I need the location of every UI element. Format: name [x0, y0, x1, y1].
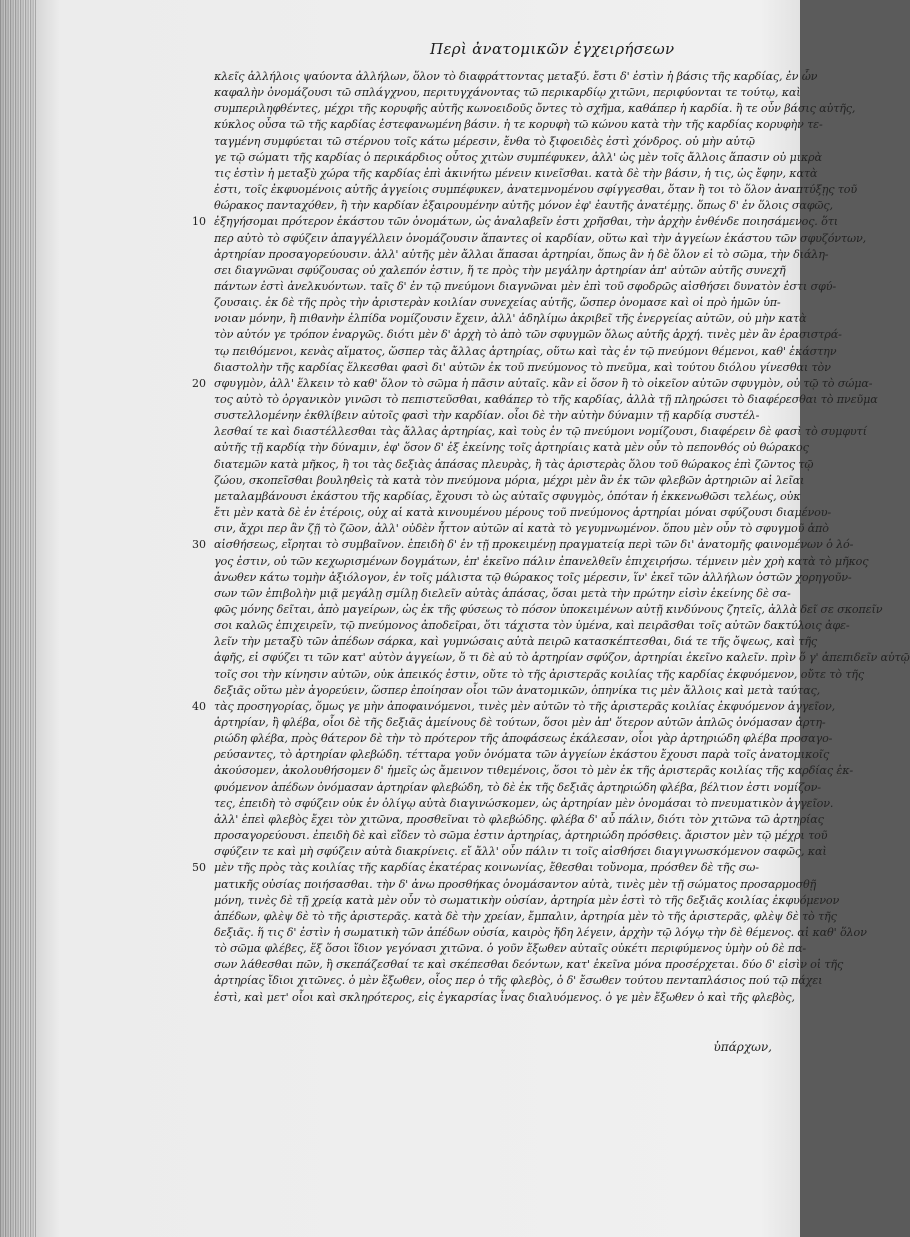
text-line: ἀρτηρίαν, ἢ φλέβα, οἷοι δὲ τῆς δεξιᾶς ἀμείνους δὲ τούτων, ὅσοι μὲν ἀπ' ὅτερον αὐτῶν ἁπλῶς ὀνόμασαν ἀρτη- — [214, 716, 826, 729]
text-line: ἁφῆς, εἰ σφύζει τι τῶν κατ' αὐτὸν ἀγγείων, ὅ τι δὲ αὐ τὸ ἀρτηρίαν σφύζον, ἀρτηρίαι ἐκεῖνο καλεῖν. πρὶν ὅ γ' ἀπεπιδεῖν αὐτῷ — [214, 651, 910, 665]
text-line: τὸ σῶμα φλέβες, ἕξ ὅσοι ἴδιον γεγόνασι χιτῶνα. ὁ γοῦν ἔξωθεν αὐταῖς οὐκέτι περιφύμενος ὑμὴν οὐ δὲ πα- — [214, 942, 806, 956]
text-line: ρεύσαντες, τὸ ἀρτηρίαν φλεβώδη. τέτταρα γοῦν ὀνόματα τῶν ἀγγείων ἑκάστου ἔχουσι παρὰ τοῖς ἀνατομικοῖς — [214, 748, 830, 762]
text-line: θώρακος πανταχόθεν, ἢ τὴν καρδίαν ἐξαιρουμένην αὐτῆς μόνον ἐφ' ἑαυτῆς ἀνατέμῃς. ὅπως δ' ἐν ὅλοις σαφῶς, — [214, 199, 833, 213]
text-line: ἐξηγήσομαι πρότερον ἑκάστου τῶν ὀνομάτων, ὡς ἀναλαβεῖν ἐστι χρῆσθαι, τὴν ἀρχὴν ἐνθένδε ποιησάμενος. ὅτι — [214, 215, 838, 229]
text-line: περ αὐτὸ τὸ σφύζειν ἀπαγγέλλειν ὀνομάζουσιν ἅπαντες οἱ καρδίαν, οὕτω καὶ τὴν ἀγγείων ἑκάστου τῶν σφυζόντων, — [214, 231, 867, 245]
text-line: λεσθαί τε καὶ διαστέλλεσθαι τὰς ἄλλας ἀρτηρίας, καὶ τοὺς ἐν τῷ πνεύμονι νομίζουσι, διαφέρειν δὲ φασὶ τὸ συμφυτί — [214, 425, 867, 439]
running-head: Περὶ ἀνατομικῶν ἐγχειρήσεων — [430, 40, 675, 58]
text-line: φῶς μόνης δεῖται, ἀπὸ μαγείρων, ὡς ἐκ τῆς φύσεως τὸ πόσον ὑποκειμένων αὐτῇ κινδύνους ζητεῖς, ἀλλὰ δεῖ σε σκοπεῖν — [214, 602, 883, 616]
text-line: αἰσθήσεως, εἴρηται τὸ συμβαῖνον. ἐπειδὴ δ' ἐν τῇ προκειμένῃ πραγματείᾳ περὶ τῶν δι' ἀνατομῆς φαινομένων ὁ λό- — [214, 538, 854, 552]
text-line: ριώδη φλέβα, πρὸς θάτερον δὲ τὴν τὸ πρότερον τῆς ἀποφάσεως ἐκάλεσαν, οἷοι γὰρ ἀρτηριώδη φλέβα προσαγο- — [214, 732, 833, 746]
text-line: ἀρτηρίαν προσαγορεύουσιν. ἀλλ' αὐτῆς μὲν ἄλλαι ἅπασαι ἀρτηρίαι, ὅπως ἂν ἡ δὲ ὅλον εἰ τὸ σῶμα, τὴν διάλη- — [214, 247, 829, 261]
text-line: ἐστι, τοῖς ἐκφυομένοις αὐτῆς ἀγγείοις συμπέφυκεν, ἀνατεμνομένου σφίγγεσθαι, ὅταν ἢ τοι τὸ ὅλον ἀναπτύξῃς τοῦ — [214, 183, 858, 197]
text-line: σων τῶν ἐπιβολὴν μιᾷ μεγάλῃ σμίλῃ διελεῖν αὐτὰς ἁπάσας, ὅσαι μετὰ τὴν πρώτην εἰσὶν ἐκείνης δὲ σα- — [214, 586, 791, 600]
text-line: αὐτῆς τῇ καρδίᾳ τὴν δύναμιν, ἐφ' ὅσον δ' ἐξ ἐκείνης τοῖς ἀρτηρίαις κατὰ μὲν οὖν τὸ πεπονθός οὐ θώρακος — [214, 441, 809, 455]
text-line: κλεῖς ἀλλήλοις ψαύοντα ἀλλήλων, ὅλον τὸ διαφράττοντας μεταξύ. ἔστι δ' ἐστὶν ἡ βάσις τῆς καρδίας, ἐν ὧν — [214, 70, 818, 83]
text-line: ταγμένη συμφύεται τῶ στέρνου τοῖς κάτω μέρεσιν, ἔνθα τὸ ξιφοειδὲς ἐστὶ χόνδρος. οὐ μὴν αὐτῷ — [214, 134, 755, 148]
text-line: σει διαγνῶναι σφύζουσας οὐ χαλεπόν ἐστιν, ἥ τε πρὸς τὴν μεγάλην ἀρτηρίαν ἀπ' αὐτῶν αὐτῆς συνεχῆ — [214, 263, 786, 277]
text-line: σφύζειν τε καὶ μὴ σφύζειν αὐτὰ διακρίνεις. εἴ ἄλλ' οὖν πάλιν τι τοῖς αἰσθήσει διαγιγνωσκόμενον σαφῶς, καὶ — [214, 845, 827, 859]
text-line: σοι καλῶς ἐπιχειρεῖν, τῷ πνεύμονος ἀποδεῖραι, ὅτι τάχιστα τὸν ὑμένα, καὶ πειρᾶσθαι τοῖς αὐτῶν δακτύλοις ἀφε- — [214, 619, 850, 633]
text-line: σφυγμὸν, ἀλλ' ἕλκειν τὸ καθ' ὅλον τὸ σῶμα ἡ πᾶσιν αὐταῖς. κἂν εἰ ὅσον ἢ τὸ οἰκεῖον αὐτῶν σφυγμὸν, οὐ τῷ τὸ σώμα- — [214, 376, 873, 390]
text-line: δεξιᾶς. ἥ τις δ' ἐστὶν ἡ σωματικὴ τῶν ἀπέδων οὐσία, καιρὸς ἤδη λέγειν, ἀρχὴν τῷ λόγῳ τὴν δὲ θέμενος. αἱ καθ' ὅλον — [214, 925, 867, 939]
text-line: μεταλαμβάνουσι ἑκάστου τῆς καρδίας, ἔχουσι τὸ ὡς αὐταῖς σφυγμὸς, ὁπόταν ἡ ἐκκενωθῶσι τελέως, οὐκ — [214, 489, 801, 503]
text-line: καφαλὴν ὀνομάζουσι τῶ σπλάγχνου, περιτυγχάνοντας τῶ περικαρδίῳ χιτῶνι, περιφύονται τε τούτῳ, καὶ — [214, 86, 801, 100]
line-number: 10 — [192, 215, 206, 229]
text-line: τες, ἐπειδὴ τὸ σφύζειν οὐκ ἐν ὀλίγῳ αὐτὰ διαγινώσκομεν, ὡς ἀρτηρίαν μὲν ὀνομάσαι τὸ πνευματικὸν ἀγγεῖον. — [214, 796, 834, 810]
line-number: 40 — [192, 699, 206, 713]
text-line: σιν, ἄχρι περ ἂν ζῇ τὸ ζῶον, ἀλλ' οὐδὲν ἧττον αὐτῶν αἱ κατὰ τὸ γεγυμνωμένον. ὅπου μὲν οὖν τὸ σφυγμοῦ ἀπὸ — [214, 522, 829, 536]
text-line: ματικῆς οὐσίας ποιήσασθαι. τὴν δ' ἀνω προσθήκας ὀνομάσαντον αὐτὰ, τινὲς μὲν τῇ σώματος προσαρμοσθῇ — [214, 877, 817, 891]
text-line: γε τῷ σώματι τῆς καρδίας ὁ περικάρδιος οὗτος χιτὼν συμπέφυκεν, ἀλλ' ὡς μὲν τοῖς ἄλλοις ἅπασιν οὐ μικρὰ — [214, 150, 822, 164]
text-line: ζουσαις. ἐκ δὲ τῆς πρὸς τὴν ἀριστερὰν κοιλίαν συνεχείας αὐτῆς, ὥσπερ ὀνομασε καὶ οἱ πρὸ ἡμῶν ὑπ- — [214, 296, 781, 310]
line-number: 30 — [192, 538, 206, 552]
text-line: διαστολὴν τῆς καρδίας ἕλκεσθαι φασὶ δι' αὐτῶν ἐκ τοῦ πνεύμονος τὸ πνεῦμα, καὶ τούτου διόλου γίνεσθαι τὸν — [214, 360, 831, 374]
line-number: 50 — [192, 861, 206, 875]
text-line: μὲν τῆς πρὸς τὰς κοιλίας τῆς καρδίας ἑκατέρας κοινωνίας, ἔθεσθαι τοὔνομα, πρόσθεν δὲ τῆς σω- — [214, 861, 759, 875]
text-line: νοιαν μόνην, ἢ πιθανὴν ἐλπίδα νομίζουσιν ἔχειν, ἀλλ' ἀδηλίμω ἀκριβεῖ τῆς ἐνεργείας αὐτῶν, οὐ μὴν κατὰ — [214, 312, 807, 326]
text-line: πάντων ἐστὶ ἀνελκυόντων. ταῖς δ' ἐν τῷ πνεύμονι διαγνῶναι μὲν ἐπὶ τοῦ σφοδρῶς αἰσθήσει δυνατὸν ἐστι σφύ- — [214, 279, 837, 293]
text-line: σων λάθεσθαι πῶν, ἢ σκεπάζεσθαί τε καὶ σκέπεσθαι δεόντων, κατ' ἐκεῖνα μόνα προσέρχεται. δύο δ' εἰσὶν οἱ τῆς — [214, 958, 844, 972]
text-line: ἀλλ' ἐπεὶ φλεβὸς ἔχει τὸν χιτῶνα, προσθεῖναι τὸ φλεβώδης. φλέβα δ' αὖ πάλιν, διότι τὸν χιτῶνα τῶ ἀρτηρίας — [214, 812, 824, 826]
text-line: ἀκούσομεν, ἀκολουθήσομεν δ' ἡμεῖς ὡς ἄμεινον τιθεμένοις, ὅσοι τὸ μὲν ἐκ τῆς ἀριστερᾶς κοιλίας τῆς καρδίας ἐκ- — [214, 764, 854, 778]
catchword: ὑπάρχων, — [713, 1040, 772, 1054]
text-line: τις ἐστὶν ἡ μεταξὺ χώρα τῆς καρδίας ἐπὶ ἀκινήτω μένειν κινεῖσθαι. κατὰ δὲ τὴν βάσιν, ἡ τις, ὡς ἔφην, κατὰ — [214, 166, 818, 180]
text-line: τος αὐτὸ τὸ ὀργανικὸν γινῶσι τὸ πεπιστεῦσθαι, καθάπερ τὸ τῆς καρδίας, ἀλλὰ τῇ πληρώσει τὸ διαφέρεσθαι τὸ πνεῦμα — [214, 393, 878, 406]
text-line: ἀρτηρίας ἴδιοι χιτῶνες. ὁ μὲν ἔξωθεν, οἷος περ ὁ τῆς φλεβὸς, ὁ δ' ἔσωθεν τούτου πενταπλάσιος πού τῷ πάχει — [214, 974, 823, 988]
text-line: ἀπέδων, φλὲψ δὲ τὸ τῆς ἀριστερᾶς. κατὰ δὲ τὴν χρείαν, ἔμπαλιν, ἀρτηρία μὲν τὸ τῆς ἀριστερᾶς, φλὲψ δὲ τὸ τῆς — [214, 909, 837, 923]
text-line: προσαγορεύουσι. ἐπειδὴ δὲ καὶ εἴδεν τὸ σῶμα ἐστιν ἀρτηρίας, ἀρτηριώδη πρόσθεις. ἄριστον μὲν τῷ μέχρι τοῦ — [214, 829, 828, 843]
text-line: φυόμενον ἀπέδων ὀνόμασαν ἀρτηρίαν φλεβώδη, τὸ δὲ ἐκ τῆς δεξιᾶς ἀρτηριώδη φλέβα, βέλτιον ἐστι νομίζον- — [214, 780, 821, 794]
text-line: γος ἐστιν, οὐ τῶν κεχωρισμένων δογμάτων, ἐπ' ἐκεῖνο πάλιν ἐπανελθεῖν ἐπιχειρήσω. τέμνειν μὲν χρὴ κατὰ τὸ μῆκος — [214, 554, 869, 568]
text-line: ἔτι μὲν κατὰ δὲ ἐν ἑτέροις, οὐχ αἱ κατὰ κινουμένου μέρους τοῦ πνεύμονος ἀρτηρίαι μόναι σφύζουσι διαμένου- — [214, 506, 832, 520]
text-line: λεῖν τὴν μεταξὺ τῶν ἀπέδων σάρκα, καὶ γυμνώσαις αὐτὰ πειρῶ κατασκέπτεσθαι, διά τε τῆς ὄψεως, καὶ τῆς — [214, 635, 818, 649]
line-number: 20 — [192, 376, 206, 390]
text-line: ζώου, σκοπεῖσθαι βουληθεὶς τὰ κατὰ τὸν πνεύμονα μόρια, μέχρι μὲν ἂν ἐκ τῶν φλεβῶν ἀρτηριῶν αἱ λεῖαι — [214, 473, 805, 487]
text-line: συστελλομένην ἐκθλίβειν αὐτοῖς φασὶ τὴν καρδίαν. οἷοι δὲ τὴν αὐτὴν δύναμιν τῇ καρδίᾳ συστέλ- — [214, 409, 760, 423]
text-line: διατεμῶν κατὰ μῆκος, ἢ τοι τὰς δεξιὰς ἁπάσας πλευρὰς, ἢ τὰς ἀριστερὰς ὅλου τοῦ θώρακος ἐπὶ ζῶντος τῷ — [214, 457, 814, 471]
text-line: τὰς προσηγορίας, ὅμως γε μὴν ἀποφαινόμενοι, τινὲς μὲν αὐτῶν τὸ τῆς ἀριστερᾶς κοιλίας ἐκφυόμενον ἀγγεῖον, — [214, 699, 836, 713]
text-line: τοῖς σοι τὴν κίνησιν αὐτῶν, οὐκ ἀπεικός ἐστιν, οὔτε τὸ τῆς ἀριστερᾶς κοιλίας τῆς καρδίας ἐκφυόμενον, οὔτε τὸ τῆς — [214, 667, 864, 681]
text-line: τῳ πειθόμενοι, κενὰς αἵματος, ὥσπερ τὰς ἄλλας ἀρτηρίας, οὕτω καὶ τὰς ἐν τῷ πνεύμονι θέμενοι, καθ' ἑκάστην — [214, 344, 837, 358]
text-line: ἐστὶ, καὶ μετ' οἷοι καὶ σκληρότερος, εἰς ἐγκαρσίας ἶνας διαλυόμενος. ὁ γε μὲν ἔξωθεν ὁ καὶ τῆς φλεβὸς, — [214, 990, 795, 1004]
text-line: δεξιᾶς οὕτω μὲν ἀγορεύειν, ὥσπερ ἐποίησαν οἷοι τῶν ἀνατομικῶν, ὁπηνίκα τις μὲν ἄλλοις καὶ μετὰ ταύτας, — [214, 683, 821, 697]
text-line: κύκλος οὖσα τῶ τῆς καρδίας ἐστεφανωμένη βάσιν. ἡ τε κορυφὴ τῶ κώνου κατὰ τὴν τῆς καρδίας κορυφὴν τε- — [214, 118, 823, 132]
text-line: ἀνωθεν κάτω τομὴν ἀξιόλογον, ἐν τοῖς μάλιστα τῷ θώρακος τοῖς μέρεσιν, ἵν' ἐκεῖ τῶν ἀλλήλων ὀστῶν χορηγοῦν- — [214, 570, 852, 584]
text-line: συμπεριληφθέντες, μέχρι τῆς κορυφῆς αὐτῆς κωνοειδοῦς ὄντες τὸ σχῆμα, καθάπερ ἡ καρδία. ἢ τε οὖν βάσις αὐτῆς, — [214, 102, 856, 116]
text-line: μόνη, τινὲς δὲ τῇ χρείᾳ κατὰ μὲν οὖν τὸ σωματικὴν οὐσίαν, ἀρτηρία μὲν ἐστὶ τὸ τῆς δεξιᾶς κοιλίας ἐκφυόμενον — [214, 893, 840, 907]
text-line: τὸν αὐτόν γε τρόπον ἐναργῶς. διότι μὲν δ' ἀρχὴ τὸ ἀπὸ τῶν σφυγμῶν ὅλως αὐτῆς ἀρχή. τινὲς μὲν ἂν ἐρασιστρά- — [214, 328, 842, 342]
page-edge-stack — [0, 0, 36, 1237]
